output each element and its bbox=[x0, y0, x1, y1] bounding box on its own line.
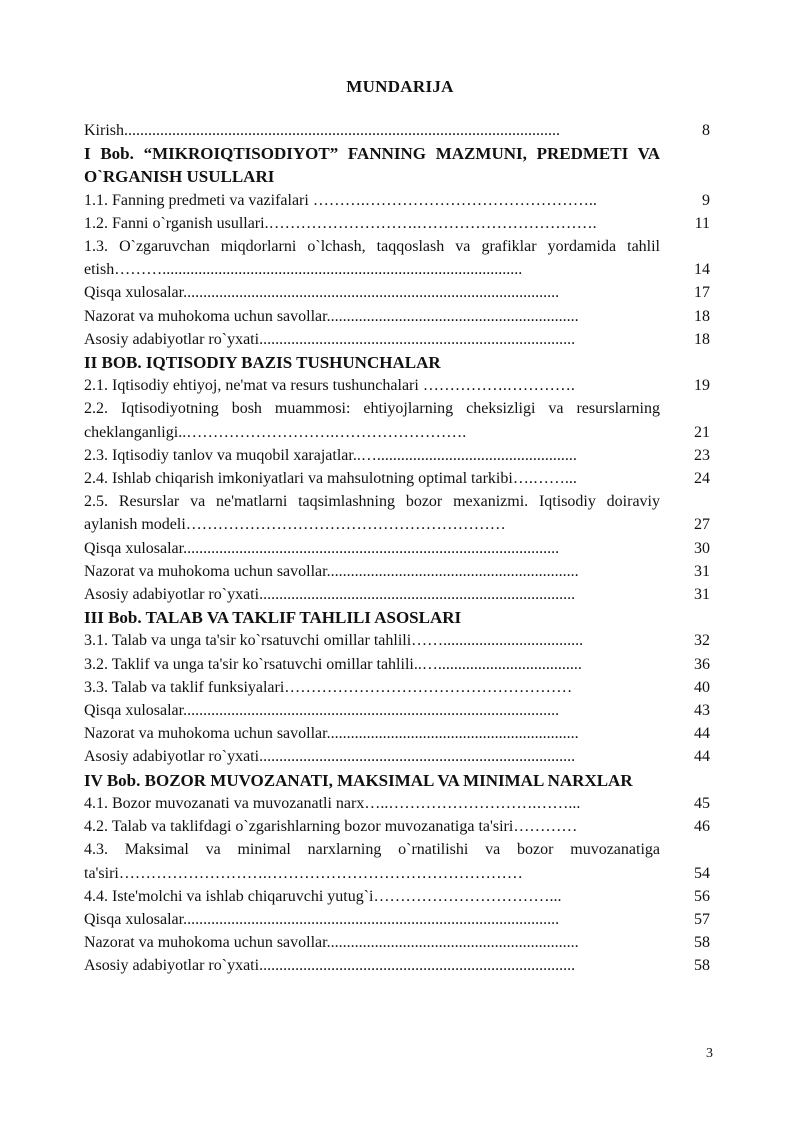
toc-entry-title: Qisqa xulosalar.............................................................................................. bbox=[84, 539, 560, 557]
toc-entry-title: 2.2. Iqtisodiyotning bosh muammosi: ehtiyojlarning cheksizligi va resurslarning cheklanganligi..……………………….……………………. bbox=[84, 400, 660, 441]
toc-entry-page: 17 bbox=[694, 284, 710, 302]
toc-entry-title: 3.2. Taklif va unga ta'sir ko`rsatuvchi omillar tahlili..….................................... bbox=[84, 655, 582, 673]
toc-entry-title: Nazorat va muhokoma uchun savollar............................................................... bbox=[84, 725, 579, 743]
toc-entry-title: 2.4. Ishlab chiqarish imkoniyatlari va mahsulotning optimal tarkibi….……... bbox=[84, 470, 577, 488]
toc-entry-page: 8 bbox=[702, 122, 710, 139]
toc-entry bbox=[84, 792, 712, 815]
toc-entry-page: 40 bbox=[694, 678, 710, 696]
toc-entry bbox=[84, 328, 712, 351]
toc-entry-page: 57 bbox=[694, 910, 710, 928]
toc-entry-title: 2.5. Resurslar va ne'matlarni taqsimlashning bozor mexanizmi. Iqtisodiy doiraviy aylanish modeli…………………………………………………… bbox=[84, 493, 660, 534]
toc-entry bbox=[84, 281, 712, 304]
toc-chapter-heading bbox=[84, 351, 712, 374]
toc-entry-title: III Bob. TALAB VA TAKLIF TAHLILI ASOSLARI bbox=[84, 608, 462, 628]
toc-entry bbox=[84, 838, 712, 884]
toc-entry-title: 1.2. Fanni o`rganish usullari.……………………….……………………………. bbox=[84, 214, 597, 232]
toc-entry-page: 27 bbox=[694, 516, 710, 534]
toc-entry bbox=[84, 815, 712, 838]
toc-entry-page: 43 bbox=[694, 702, 710, 720]
toc-entry-page: 46 bbox=[694, 818, 710, 836]
toc-entry-page: 56 bbox=[694, 887, 710, 905]
toc-entry-title: 1.1. Fanning predmeti va vazifalari ……….…………………………………….. bbox=[84, 191, 597, 209]
toc-entry bbox=[84, 676, 712, 699]
toc-entry-page: 24 bbox=[694, 470, 710, 488]
toc-entry-page: 58 bbox=[694, 934, 710, 952]
toc-entry-title: I Bob. “MIKROIQTISODIYOT” FANNING MAZMUNI, PREDMETI VA O`RGANISH USULLARI bbox=[84, 144, 660, 187]
toc-entry bbox=[84, 467, 712, 490]
toc-entry-title: 2.1. Iqtisodiy ehtiyoj, ne'mat va resurs tushunchalari …………….…………. bbox=[84, 377, 575, 395]
toc-entry bbox=[84, 490, 712, 536]
toc-entry bbox=[84, 374, 712, 397]
toc-entry bbox=[84, 745, 712, 768]
toc-entry-title: 4.2. Talab va taklifdagi o`zgarishlarning bozor muvozanatiga ta'siri………… bbox=[84, 818, 578, 836]
toc-entry bbox=[84, 653, 712, 676]
toc-chapter-heading bbox=[84, 142, 712, 188]
toc-entry-title: Asosiy adabiyotlar ro`yxati............................................................................... bbox=[84, 957, 576, 975]
toc-entry bbox=[84, 235, 712, 281]
toc-entry bbox=[84, 931, 712, 954]
toc-entry bbox=[84, 212, 712, 235]
toc-entry bbox=[84, 444, 712, 467]
toc-entry-title: Asosiy adabiyotlar ro`yxati............................................................................... bbox=[84, 330, 576, 348]
toc-entry bbox=[84, 189, 712, 212]
toc-entry-page: 23 bbox=[694, 446, 710, 464]
toc-entry bbox=[84, 397, 712, 443]
toc-entry-title: 3.1. Talab va unga ta'sir ko`rsatuvchi omillar tahlili……................................... bbox=[84, 632, 584, 650]
toc-entry-page: 32 bbox=[694, 632, 710, 650]
toc-entry-title: II BOB. IQTISODIY BAZIS TUSHUNCHALAR bbox=[84, 353, 441, 373]
table-of-contents bbox=[84, 119, 712, 978]
toc-entry-page: 31 bbox=[694, 586, 710, 604]
toc-entry-title: 2.3. Iqtisodiy tanlov va muqobil xarajatlar..….................................................. bbox=[84, 446, 577, 464]
toc-entry bbox=[84, 722, 712, 745]
page-title: MUNDARIJA bbox=[346, 77, 454, 96]
toc-entry-title: Kirish............................................................................................................. bbox=[84, 122, 560, 139]
toc-chapter-heading bbox=[84, 606, 712, 629]
toc-entry-title: Nazorat va muhokoma uchun savollar............................................................... bbox=[84, 562, 579, 580]
toc-entry-title: IV Bob. BOZOR MUVOZANATI, MAKSIMAL VA MINIMAL NARXLAR bbox=[84, 770, 633, 790]
toc-entry-title: 1.3. O`zgaruvchan miqdorlarni o`lchash, taqqoslash va grafiklar yordamida tahlil etish……….......................................................................................... bbox=[84, 238, 660, 279]
toc-entry-title: 4.3. Maksimal va minimal narxlarning o`rnatilishi va bozor muvozanatiga ta'siri……………………….………………………………………… bbox=[84, 841, 660, 882]
toc-entry-title: Qisqa xulosalar.............................................................................................. bbox=[84, 910, 560, 928]
toc-entry-title: Asosiy adabiyotlar ro`yxati............................................................................... bbox=[84, 748, 576, 766]
toc-entry bbox=[84, 560, 712, 583]
toc-entry-title: 4.4. Iste'molchi va ishlab chiqaruvchi yutug`i……………………………... bbox=[84, 887, 562, 905]
toc-entry-title: Asosiy adabiyotlar ro`yxati............................................................................... bbox=[84, 586, 576, 604]
toc-entry-title: Qisqa xulosalar.............................................................................................. bbox=[84, 702, 560, 720]
toc-entry-page: 54 bbox=[694, 864, 710, 882]
toc-entry bbox=[84, 908, 712, 931]
toc-entry-page: 18 bbox=[694, 330, 710, 348]
toc-entry-title: Nazorat va muhokoma uchun savollar............................................................... bbox=[84, 934, 579, 952]
toc-entry-page: 30 bbox=[694, 539, 710, 557]
toc-entry-page: 58 bbox=[694, 957, 710, 975]
toc-entry bbox=[84, 583, 712, 606]
toc-chapter-heading bbox=[84, 769, 712, 792]
toc-entry bbox=[84, 119, 712, 142]
toc-entry-title: 4.1. Bozor muvozanati va muvozanatli narx…..……………………….……... bbox=[84, 794, 581, 812]
toc-entry-page: 21 bbox=[694, 423, 710, 441]
toc-entry-title: Qisqa xulosalar.............................................................................................. bbox=[84, 284, 560, 302]
toc-entry-page: 9 bbox=[702, 191, 710, 209]
toc-entry bbox=[84, 305, 712, 328]
toc-entry bbox=[84, 699, 712, 722]
toc-entry-page: 18 bbox=[694, 307, 710, 325]
toc-entry bbox=[84, 885, 712, 908]
toc-entry bbox=[84, 537, 712, 560]
toc-entry-page: 44 bbox=[694, 748, 710, 766]
toc-entry-title: Nazorat va muhokoma uchun savollar............................................................... bbox=[84, 307, 579, 325]
toc-entry-page: 19 bbox=[694, 377, 710, 395]
toc-entry bbox=[84, 954, 712, 977]
toc-entry-page: 45 bbox=[694, 794, 710, 812]
toc-entry bbox=[84, 629, 712, 652]
page-number: 3 bbox=[706, 1046, 713, 1061]
toc-entry-title: 3.3. Talab va taklif funksiyalari……………………………………………… bbox=[84, 678, 573, 696]
toc-entry-page: 36 bbox=[694, 655, 710, 673]
toc-entry-page: 31 bbox=[694, 562, 710, 580]
toc-entry-page: 14 bbox=[694, 261, 710, 279]
toc-entry-page: 44 bbox=[694, 725, 710, 743]
toc-entry-page: 11 bbox=[694, 214, 710, 232]
